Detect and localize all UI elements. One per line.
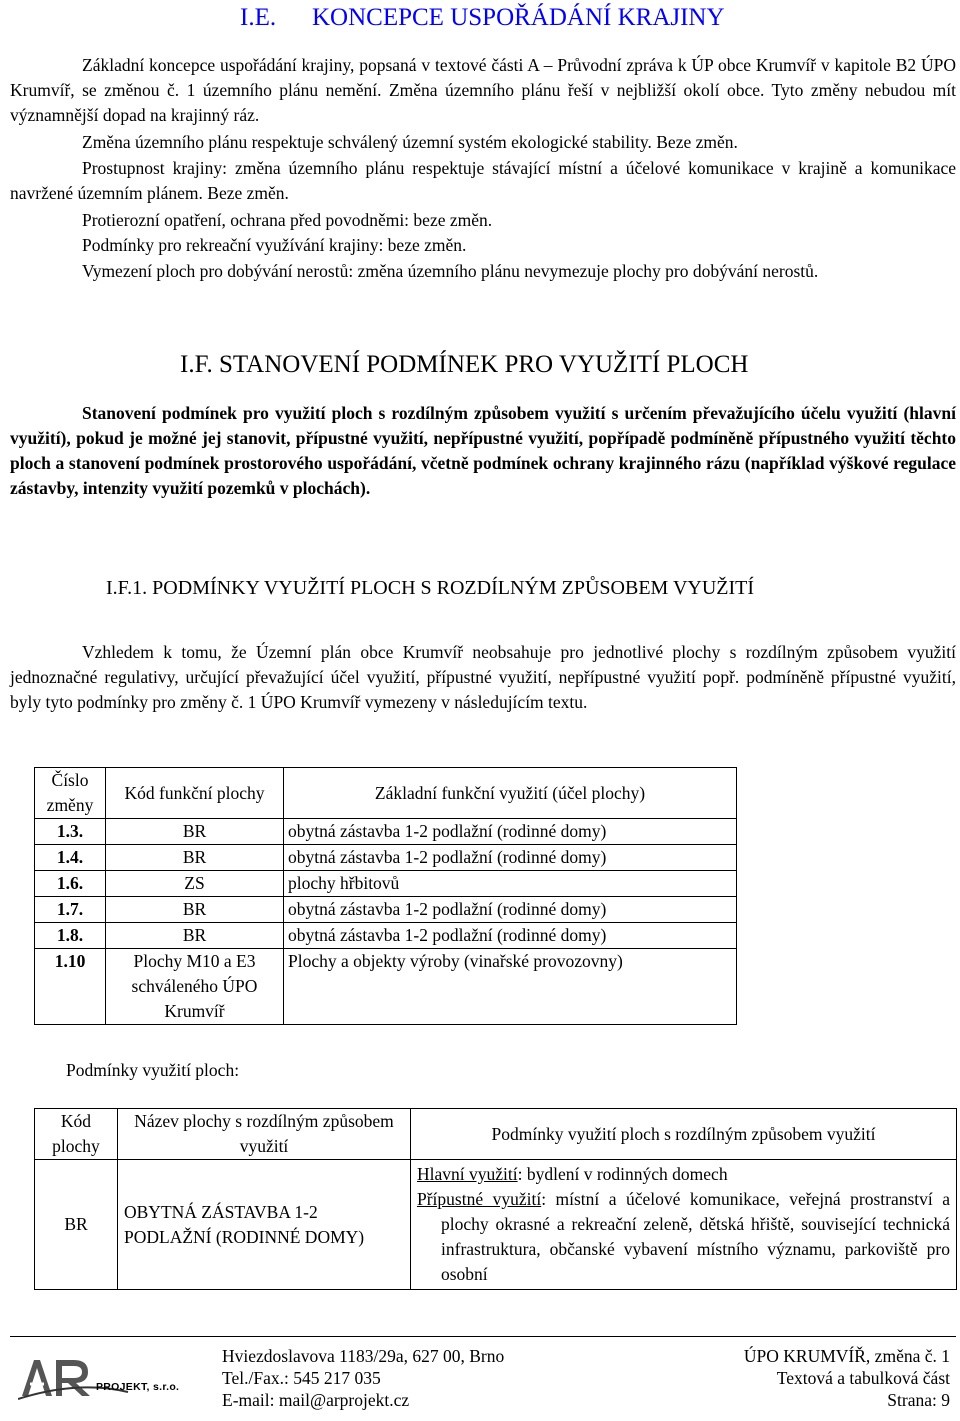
area-conditions	[411, 1160, 957, 1290]
area-code: BR	[35, 1160, 118, 1290]
table-row	[35, 1160, 957, 1290]
change-table	[34, 767, 737, 1025]
conditions-table	[34, 1108, 957, 1290]
area-purpose: Plochy a objekty výroby (vinařské provozovny)	[284, 949, 737, 1025]
ar-logo-icon	[18, 1352, 198, 1402]
column-header: Podmínky využití ploch s rozdílným způsobem využití	[411, 1109, 957, 1160]
section-if-intro: Stanovení podmínek pro využití ploch s rozdílným způsobem využití s určením převažujícího účelu využití (hlavní využití), pokud je možné jej stanovit, přípustné využití, nepřípustné využití, popřípadě podmíněně přípustného využití těchto ploch a stanovení podmínek prostorového uspořádání, včetně podmínek ochrany krajinného rázu (například výškové regulace zástavby, intenzity využití pozemků v plochách).	[10, 403, 956, 498]
table-row	[35, 871, 737, 897]
table-header-row	[35, 768, 737, 819]
page-label: Strana:	[887, 1390, 937, 1410]
column-header: Kód funkční plochy	[106, 768, 284, 819]
area-code: BR	[106, 897, 284, 923]
section-if-heading: I.F. STANOVENÍ PODMÍNEK PRO VYUŽITÍ PLOCH	[180, 351, 749, 378]
allowed-use	[417, 1187, 950, 1287]
area-code: ZS	[106, 871, 284, 897]
table-header-row	[35, 1109, 957, 1160]
change-number: 1.6.	[35, 871, 106, 897]
footer-divider	[10, 1336, 956, 1337]
main-use-text: : bydlení v rodinných domech	[517, 1164, 728, 1184]
paragraph: Základní koncepce uspořádání krajiny, popsaná v textové části A – Průvodní zpráva k ÚP obce Krumvíř v kapitole B2 ÚPO Krumvíř, se změnou č. 1 územního plánu nemění. Změna územního plánu řeší v nejbližší okolí obce. Tyto změny nebudou mít významnější dopad na krajinný ráz.	[10, 55, 956, 125]
footer-contact	[222, 1345, 582, 1411]
footer-address: Hviezdoslavova 1183/29a, 627 00, Brno	[222, 1346, 505, 1366]
footer-doc-part: Textová a tabulková část	[776, 1368, 950, 1388]
page-number: 9	[941, 1390, 950, 1410]
column-header: Název plochy s rozdílným způsobem využití	[118, 1109, 411, 1160]
area-purpose: obytná zástavba 1-2 podlažní (rodinné domy)	[284, 897, 737, 923]
conditions-label: Podmínky využití ploch:	[66, 1060, 240, 1080]
table-row	[35, 897, 737, 923]
area-code: BR	[106, 923, 284, 949]
column-header: Základní funkční využití (účel plochy)	[284, 768, 737, 819]
paragraph: Vymezení ploch pro dobývání nerostů: změna územního plánu nevymezuje plochy pro dobývání nerostů.	[82, 261, 819, 281]
section-if1-paragraph: Vzhledem k tomu, že Územní plán obce Krumvíř neobsahuje pro jednotlivé plochy s rozdílným způsobem využití jednoznačné regulativy, určující převažující účel využití, přípustné využití, nepřípustné využití popř. podmíněně přípustné využití, byly tyto podmínky pro změny č. 1 ÚPO Krumvíř vymezeny v následujícím textu.	[10, 642, 956, 712]
change-number: 1.8.	[35, 923, 106, 949]
footer-email: E-mail: mail@arprojekt.cz	[222, 1390, 410, 1410]
section-ie-heading	[240, 4, 725, 32]
paragraph: Podmínky pro rekreační využívání krajiny: beze změn.	[82, 235, 467, 255]
section-ie-title: KONCEPCE USPOŘÁDÁNÍ KRAJINY	[312, 4, 725, 31]
allowed-use-label: Přípustné využití	[417, 1189, 542, 1209]
main-use	[417, 1162, 950, 1187]
paragraph: Protierozní opatření, ochrana před povodněmi: beze změn.	[82, 210, 493, 230]
footer-document-info	[660, 1345, 950, 1411]
area-name: OBYTNÁ ZÁSTAVBA 1-2 PODLAŽNÍ (RODINNÉ DOMY)	[118, 1160, 411, 1290]
change-number: 1.3.	[35, 819, 106, 845]
area-code: BR	[106, 845, 284, 871]
area-code: BR	[106, 819, 284, 845]
company-logo	[18, 1352, 198, 1402]
area-purpose: obytná zástavba 1-2 podlažní (rodinné domy)	[284, 845, 737, 871]
table-row	[35, 819, 737, 845]
change-number: 1.10	[35, 949, 106, 1025]
main-use-label: Hlavní využití	[417, 1164, 518, 1184]
table-row	[35, 949, 737, 1025]
column-header: Číslo změny	[35, 768, 106, 819]
change-number: 1.7.	[35, 897, 106, 923]
paragraph: Změna územního plánu respektuje schválený územní systém ekologické stability. Beze změn.	[82, 132, 738, 152]
area-purpose: obytná zástavba 1-2 podlažní (rodinné domy)	[284, 819, 737, 845]
area-purpose: obytná zástavba 1-2 podlažní (rodinné domy)	[284, 923, 737, 949]
table-row	[35, 845, 737, 871]
section-if1-heading: I.F.1. PODMÍNKY VYUŽITÍ PLOCH S ROZDÍLNÝM ZPŮSOBEM VYUŽITÍ	[106, 577, 755, 599]
table-row	[35, 923, 737, 949]
column-header: Kód plochy	[35, 1109, 118, 1160]
footer-phone: Tel./Fax.: 545 217 035	[222, 1368, 381, 1388]
change-number: 1.4.	[35, 845, 106, 871]
section-ie-number: I.E.	[240, 4, 277, 31]
area-code: Plochy M10 a E3 schváleného ÚPO Krumvíř	[106, 949, 284, 1025]
paragraph: Prostupnost krajiny: změna územního plánu respektuje stávající místní a účelové komunikace v krajině a komunikace navržené územním plánem. Beze změn.	[10, 158, 956, 203]
footer-page	[660, 1389, 950, 1411]
allowed-use-text: : místní a účelové komunikace, veřejná prostranství a plochy okrasné a rekreační zeleně, dětská hřiště, související technická infrastruktura, občanské vybavení místního významu, parkoviště pro osobní	[441, 1189, 951, 1284]
logo-text: PROJEKT, s.r.o.	[96, 1381, 180, 1393]
area-purpose: plochy hřbitovů	[284, 871, 737, 897]
footer-doc-title: ÚPO KRUMVÍŘ, změna č. 1	[743, 1346, 950, 1366]
